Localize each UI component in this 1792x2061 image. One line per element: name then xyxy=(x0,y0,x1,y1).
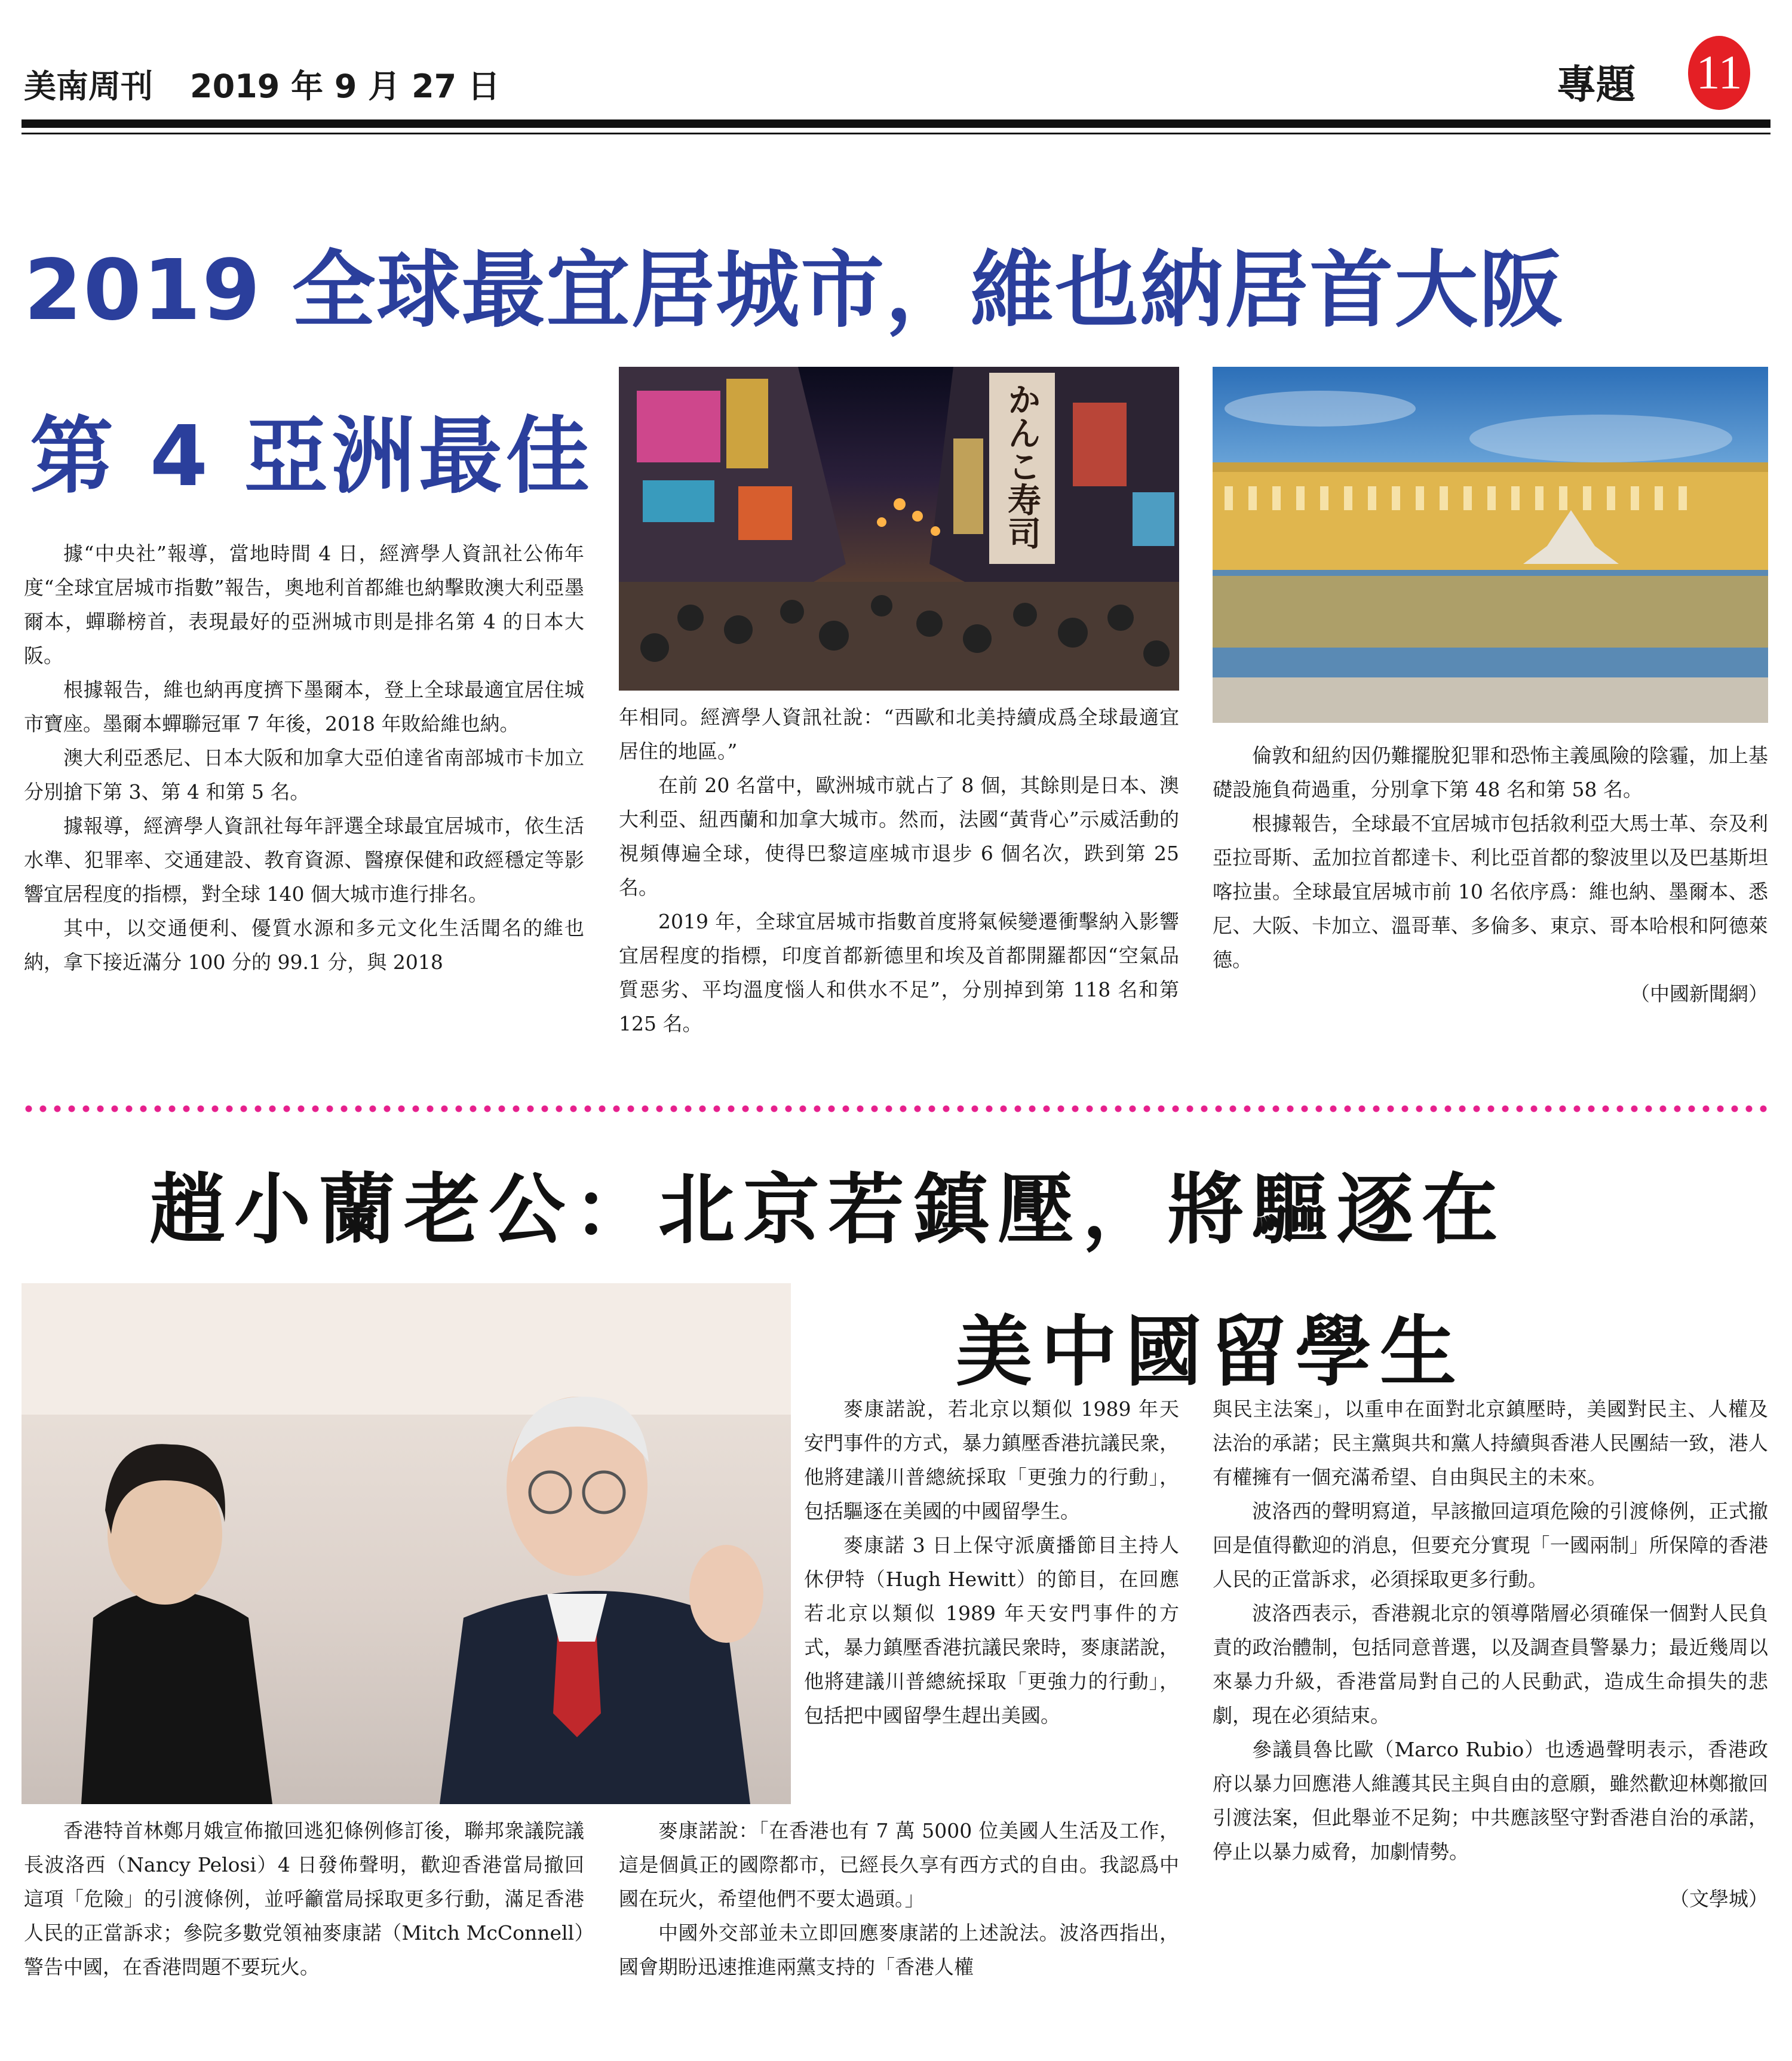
section-label: 專題 xyxy=(1557,62,1635,108)
paragraph: 麥康諾 3 日上保守派廣播節目主持人休伊特（Hugh Hewitt）的節目，在回應若北京以類似 1989 年天安門事件的方式，暴力鎮壓香港抗議民衆時，麥康諾說，他將建議川普總統採取「更強力的行動」，包括把中國留學生趕出美國。 xyxy=(804,1534,1179,1727)
article2-column-1 xyxy=(24,1814,584,1984)
paragraph: 據“中央社”報導，當地時間 4 日，經濟學人資訊社公佈年度“全球宜居城市指數”報告，奧地利首都維也納擊敗澳大利亞墨爾本，蟬聯榜首，表現最好的亞洲城市則是排名第 4 的日本大阪。 xyxy=(24,542,584,667)
paragraph: 香港特首林鄭月娥宣佈撤回逃犯條例修訂後，聯邦衆議院議長波洛西（Nancy Pelosi）4 日發佈聲明，歡迎香港當局撤回這項「危險」的引渡條例，並呼籲當局採取更多行動，滿足香港人民的正當訴求；參院多數党領袖麥康諾（Mitch McConnell）警告中國，在香港問題不要玩火。 xyxy=(24,1819,584,1979)
paragraph: 與民主法案」，以重申在面對北京鎮壓時，美國對民主、人權及法治的承諾；民主黨與共和黨人持續與香港人民團結一致，港人有權擁有一個充滿希望、自由與民主的未來。 xyxy=(1213,1397,1768,1489)
paragraph: 麥康諾說：「在香港也有 7 萬 5000 位美國人生活及工作，這是個眞正的國際都市，已經長久享有西方式的自由。我認爲中國在玩火，希望他們不要太過頭。」 xyxy=(619,1819,1179,1910)
paragraph: 年相同。經濟學人資訊社說：“西歐和北美持續成爲全球最適宜居住的地區。” xyxy=(619,706,1179,763)
paragraph: 麥康諾說，若北京以類似 1989 年天安門事件的方式，暴力鎮壓香港抗議民衆，他將建議川普總統採取「更強力的行動」，包括驅逐在美國的中國留學生。 xyxy=(804,1397,1179,1523)
paragraph: 根據報告，維也納再度擠下墨爾本，登上全球最適宜居住城市寶座。墨爾本蟬聯冠軍 7 年後，2018 年敗給維也納。 xyxy=(24,678,584,735)
paragraph: 參議員魯比歐（Marco Rubio）也透過聲明表示，香港政府以暴力回應港人維護其民主與自由的意願，雖然歡迎林鄭撤回引渡法案，但此舉並不足夠；中共應該堅守對香港自治的承諾，停止以暴力威脅，加劇情勢。 xyxy=(1213,1738,1768,1863)
paragraph: 澳大利亞悉尼、日本大阪和加拿大亞伯達省南部城市卡加立分別搶下第 3、第 4 和第 5 名。 xyxy=(24,746,584,803)
article2-column-2 xyxy=(804,1392,1179,1732)
article2-column-2-wide xyxy=(619,1814,1179,1984)
article1-headline: 2019 全球最宜居城市，維也納居首大阪 xyxy=(24,242,1564,339)
paragraph: 倫敦和紐約因仍難擺脫犯罪和恐怖主義風險的陰霾，加上基礎設施負荷過重，分別拿下第 48 名和第 58 名。 xyxy=(1213,744,1768,801)
publication-name: 美南周刊 xyxy=(24,68,153,105)
paragraph: 據報導，經濟學人資訊社每年評選全球最宜居城市，依生活水準、犯罪率、交通建設、教育資源、醫療保健和政經穩定等影響宜居程度的指標，對全球 140 個大城市進行排名。 xyxy=(24,814,584,906)
paragraph: 根據報告，全球最不宜居城市包括敘利亞大馬士革、奈及利亞拉哥斯、孟加拉首都達卡、利比亞首都的黎波里以及巴基斯坦喀拉蚩。全球最宜居城市前 10 名依序爲：維也納、墨爾本、悉尼、大阪、卡加立、溫哥華、多倫多、東京、哥本哈根和阿德萊德。 xyxy=(1213,812,1768,971)
article1-column-1 xyxy=(24,536,584,979)
vienna-palace-photo xyxy=(1213,367,1768,723)
section-divider-dotted xyxy=(22,1105,1770,1112)
article2-column-3 xyxy=(1213,1392,1768,1916)
article2-headline-line1: 趙小蘭老公：北京若鎮壓，將驅逐在 xyxy=(149,1166,1507,1255)
paragraph: 波洛西的聲明寫道，早該撤回這項危險的引渡條例，正式撤回是值得歡迎的消息，但要充分實現「一國兩制」所保障的香港人民的正當訴求，必須採取更多行動。 xyxy=(1213,1499,1768,1591)
article1-source-credit: （中國新聞網） xyxy=(1630,982,1768,1005)
header-rule-thick xyxy=(22,119,1770,128)
paragraph: 其中，以交通便利、優質水源和多元文化生活聞名的維也納，拿下接近滿分 100 分的 99.1 分，與 2018 xyxy=(24,916,584,974)
osaka-street-photo xyxy=(619,367,1179,691)
paragraph: 中國外交部並未立即回應麥康諾的上述說法。波洛西指出，國會期盼迅速推進兩黨支持的「香港人權 xyxy=(619,1921,1179,1979)
article2-headline-line2: 美中國留學生 xyxy=(956,1308,1465,1397)
page-number-badge: 11 xyxy=(1688,36,1750,110)
sushi-shop-sign: かんこ寿司 xyxy=(1002,382,1042,550)
chao-mcconnell-photo xyxy=(22,1283,791,1804)
article2-source-credit: （文學城） xyxy=(1670,1887,1768,1910)
issue-date: 2019 年 9 月 27 日 xyxy=(190,68,501,105)
paragraph: 波洛西表示，香港親北京的領導階層必須確保一個對人民負責的政治體制，包括同意普選，以及調查員警暴力；最近幾周以來暴力升級，香港當局對自己的人民動武，造成生命損失的悲劇，現在必須結束。 xyxy=(1213,1602,1768,1727)
paragraph: 2019 年，全球宜居城市指數首度將氣候變遷衝擊納入影響宜居程度的指標，印度首都新德里和埃及首都開羅都因“空氣品質惡劣、平均溫度惱人和供水不足”，分別掉到第 118 名和第 125 名。 xyxy=(619,910,1179,1035)
paragraph: 在前 20 名當中，歐洲城市就占了 8 個，其餘則是日本、澳大利亞、紐西蘭和加拿大城市。然而，法國“黃背心”示威活動的視頻傳遍全球，使得巴黎這座城市退步 6 個名次，跌到第 25 名。 xyxy=(619,774,1179,899)
article1-column-3 xyxy=(1213,738,1768,1011)
article1-column-2 xyxy=(619,700,1179,1041)
header-rule-thin xyxy=(22,133,1770,134)
article1-subheadline: 第 4 亞洲最佳 xyxy=(30,408,593,505)
